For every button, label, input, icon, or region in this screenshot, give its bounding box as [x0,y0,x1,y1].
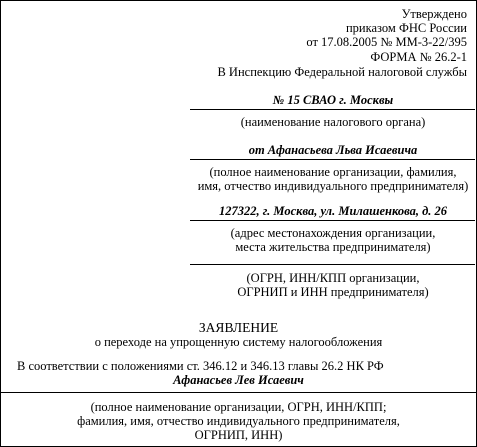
approval-form-number: ФОРМА № 26.2-1 [370,50,467,64]
tax-office-value: № 15 СВАО г. Москвы [272,93,394,107]
approval-line-3: от 17.08.2005 № ММ-3-22/395 [306,35,467,49]
applicant-caption-line-2: фамилия, имя, отчество индивидуального предпринимателя, [77,414,400,428]
applicant-caption-line-3: ОГРНИП, ИНН) [194,428,283,442]
statement-title: ЗАЯВЛЕНИЕ [198,320,279,335]
ogrn-underline [190,264,475,265]
applicant-caption-line-1: (полное наименование организации, ОГРН, ИНН/КПП; [90,400,387,414]
tax-office-caption: (наименование налогового органа) [240,115,426,129]
from-caption-line-1: (полное наименование организации, фамилия, [209,165,457,179]
address-caption-line-1: (адрес местонахождения организации, [230,226,436,240]
address-underline [190,220,475,221]
statement-body: В соответствии с положениями ст. 346.12 и 346.13 главы 26.2 НК РФ [17,359,384,373]
ogrn-caption-line-1: (ОГРН, ИНН/КПП организации, [246,271,420,285]
address-caption-line-2: места жительства предпринимателя) [235,240,431,254]
approval-line-2: приказом ФНС России [345,21,467,35]
from-underline [190,159,475,160]
from-caption-line-2: имя, отчество индивидуального предпринимателя) [197,179,469,193]
address-value: 127322, г. Москва, ул. Милашенкова, д. 26 [218,204,448,218]
tax-office-underline [190,109,475,110]
approval-line-1: Утверждено [401,7,467,21]
ogrn-caption-line-2: ОГРНИП и ИНН предпринимателя) [237,285,429,299]
applicant-underline [1,392,476,393]
applicant-value: Афанасьев Лев Исаевич [173,373,304,387]
statement-subtitle: о переходе на упрощенную систему налогообложения [94,335,383,349]
recipient-to: В Инспекцию Федеральной налоговой службы [217,65,467,79]
from-value: от Афанасьева Льва Исаевича [248,143,418,157]
